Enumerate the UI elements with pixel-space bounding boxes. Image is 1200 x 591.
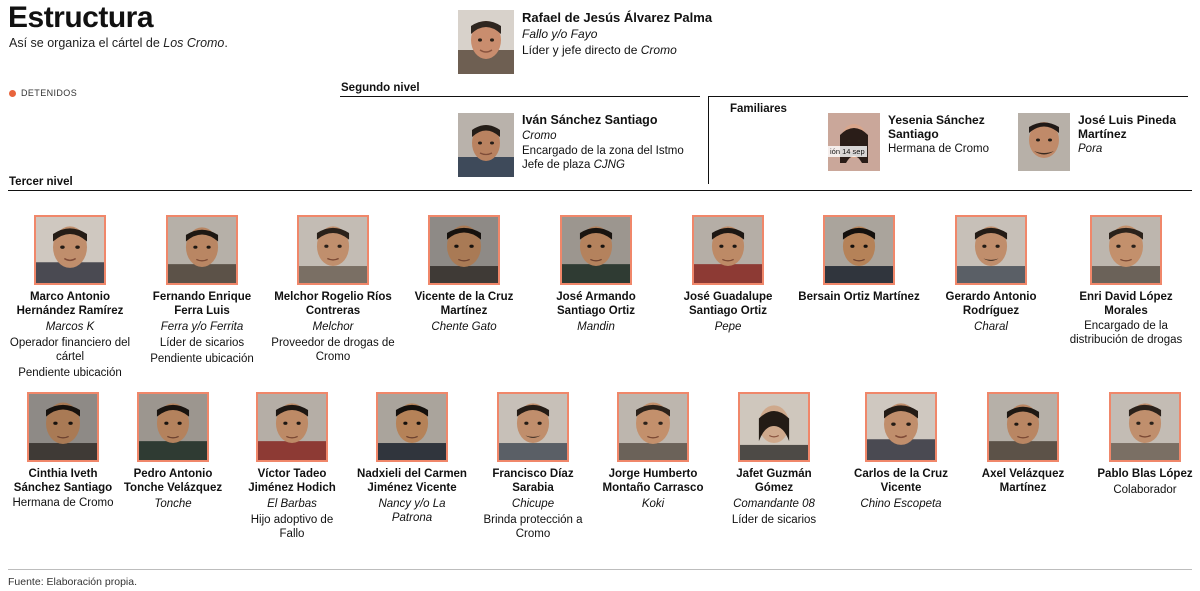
person-alias: Marcos K <box>45 321 95 334</box>
person-name: José Guadalupe Santiago Ortiz <box>683 291 773 317</box>
person-photo <box>560 215 632 285</box>
person-photo <box>955 215 1027 285</box>
portrait-illustration <box>458 113 514 177</box>
portrait-illustration <box>139 394 207 460</box>
familiar-text-1 <box>888 113 998 157</box>
person-photo <box>617 392 689 462</box>
subtitle-post: . <box>224 36 228 50</box>
second-level-rule <box>340 96 700 97</box>
person-alias: Mandin <box>577 321 615 334</box>
person-name: Gerardo Antonio Rodríguez <box>945 291 1037 317</box>
portrait-illustration <box>828 113 880 171</box>
legend-label: DETENIDOS <box>21 88 78 98</box>
person-name: Jafet Guzmán Gómez <box>736 468 812 494</box>
person-alias: El Barbas <box>267 498 317 511</box>
leader-role <box>522 43 788 57</box>
person-role: Líder de sicarios <box>731 513 817 526</box>
person-role: Pendiente ubicación <box>18 366 122 379</box>
person-name: Francisco Díaz Sarabia <box>492 468 574 494</box>
person-card <box>118 392 228 512</box>
portrait-illustration <box>562 217 630 283</box>
portrait-illustration <box>29 394 97 460</box>
person-role: Colaborador <box>1113 483 1177 496</box>
portrait-illustration <box>299 217 367 283</box>
person-alias: Chino Escopeta <box>860 498 942 511</box>
person-role: Operador financiero del cártel <box>9 336 131 363</box>
leader-card <box>458 10 788 74</box>
person-name: Pedro Antonio Tonche Velázquez <box>123 468 223 494</box>
person-name: Carlos de la Cruz Vicente <box>854 468 948 494</box>
person-card <box>357 392 467 526</box>
familiares-divider <box>708 96 709 184</box>
leader-text <box>522 10 788 57</box>
familiares-label: Familiares <box>730 103 787 115</box>
person-name: Víctor Tadeo Jiménez Hodich <box>248 468 336 494</box>
portrait-illustration <box>458 10 514 74</box>
person-alias: Chente Gato <box>431 321 497 334</box>
person-photo <box>1109 392 1181 462</box>
subtitle-pre: Así se organiza el cártel de <box>9 36 164 50</box>
person-card <box>666 215 790 335</box>
familiar-name-2: José Luis Pineda Martínez <box>1078 113 1177 142</box>
portrait-illustration <box>825 217 893 283</box>
second-level-role-1: Encargado de la zona del Istmo <box>522 144 684 157</box>
page-title: Estructura <box>8 1 154 34</box>
person-card <box>8 215 132 380</box>
person-photo <box>823 215 895 285</box>
person-photo <box>987 392 1059 462</box>
portrait-illustration <box>619 394 687 460</box>
familiar-name-1: Yesenia Sánchez Santiago <box>888 113 985 142</box>
person-alias: Nancy y/o La Patrona <box>378 498 446 524</box>
person-card <box>598 392 708 512</box>
person-alias: Comandante 08 <box>733 498 815 511</box>
person-photo <box>692 215 764 285</box>
second-level-role-2 <box>522 159 708 173</box>
portrait-illustration <box>168 217 236 283</box>
person-card <box>140 215 264 367</box>
footer-divider <box>8 569 1192 570</box>
person-alias: Tonche <box>154 498 192 511</box>
familiar-alias-2: Pora <box>1078 143 1103 156</box>
second-level-card <box>458 113 708 177</box>
familiar-photo-1 <box>828 113 880 171</box>
person-role: Pendiente ubicación <box>150 352 254 365</box>
second-level-label: Segundo nivel <box>341 82 428 94</box>
person-card <box>8 392 118 511</box>
person-card <box>797 215 921 305</box>
person-card <box>1090 392 1200 497</box>
person-role: Brinda protección a Cromo <box>483 513 583 540</box>
leader-role-cartel: Cromo <box>640 42 677 57</box>
person-card <box>402 215 526 335</box>
person-name: Vicente de la Cruz Martínez <box>414 291 514 317</box>
portrait-illustration <box>499 394 567 460</box>
person-name: Pablo Blas López <box>1097 468 1193 480</box>
leader-photo <box>458 10 514 74</box>
leader-role-text: Líder y jefe directo de <box>522 42 641 57</box>
person-card <box>534 215 658 335</box>
second-level-photo <box>458 113 514 177</box>
person-role: Hermana de Cromo <box>12 497 114 510</box>
person-photo <box>297 215 369 285</box>
familiar-photo-2 <box>1018 113 1070 171</box>
person-card <box>237 392 347 542</box>
person-card <box>478 392 588 542</box>
person-role: Encargado de la distribución de drogas <box>1069 320 1183 346</box>
portrait-illustration <box>1111 394 1179 460</box>
familiar-card-2 <box>1018 113 1188 171</box>
portrait-illustration <box>867 394 935 460</box>
person-name: Fernando Enrique Ferra Luis <box>152 291 252 317</box>
person-photo <box>376 392 448 462</box>
person-photo <box>256 392 328 462</box>
second-level-role-2-text: Jefe de plaza <box>522 159 594 172</box>
leader-alias: Fallo y/o Fayo <box>522 27 598 42</box>
subtitle-cartel-name: Los Cromo <box>163 36 225 50</box>
person-photo <box>137 392 209 462</box>
person-photo <box>1090 215 1162 285</box>
person-photo <box>27 392 99 462</box>
person-card <box>846 392 956 512</box>
source-note: Fuente: Elaboración propia. <box>8 576 137 588</box>
person-name: Bersain Ortiz Martínez <box>798 291 920 303</box>
leader-name: Rafael de Jesús Álvarez Palma <box>522 10 713 25</box>
person-card <box>1064 215 1188 348</box>
person-photo <box>428 215 500 285</box>
portrait-illustration <box>1018 113 1070 171</box>
portrait-illustration <box>1092 217 1160 283</box>
portrait-illustration <box>36 217 104 283</box>
person-alias: Pepe <box>714 321 742 334</box>
person-photo <box>738 392 810 462</box>
second-level-alias: Cromo <box>522 129 557 142</box>
person-alias: Koki <box>641 498 665 511</box>
familiar-photo-overlay-1: ión 14 sep <box>830 147 865 156</box>
page-subtitle <box>9 36 228 50</box>
person-alias: Chicupe <box>511 498 555 511</box>
person-name: Enri David López Morales <box>1079 291 1173 317</box>
person-photo <box>34 215 106 285</box>
person-name: Nadxieli del Carmen Jiménez Vicente <box>357 468 467 494</box>
person-alias: Ferra y/o Ferrita <box>160 321 244 334</box>
familiar-role-1: Hermana de Cromo <box>888 143 989 156</box>
portrait-illustration <box>258 394 326 460</box>
person-name: Jorge Humberto Montaño Carrasco <box>602 468 704 494</box>
portrait-illustration <box>957 217 1025 283</box>
person-role: Líder de sicarios <box>159 336 245 349</box>
person-card <box>271 215 395 365</box>
person-role: Proveedor de drogas de Cromo <box>271 336 395 363</box>
person-role: Hijo adoptivo de Fallo <box>250 513 334 540</box>
second-level-role-2-org: CJNG <box>593 159 625 172</box>
third-level-label: Tercer nivel <box>9 176 81 188</box>
person-name: Axel Velázquez Martínez <box>981 468 1065 494</box>
person-card <box>968 392 1078 495</box>
portrait-illustration <box>378 394 446 460</box>
portrait-illustration <box>430 217 498 283</box>
person-name: Cinthia Iveth Sánchez Santiago <box>13 468 113 494</box>
second-level-name: Iván Sánchez Santiago <box>522 113 658 127</box>
familiares-rule <box>708 96 1188 97</box>
person-name: Melchor Rogelio Ríos Contreras <box>274 291 392 317</box>
familiar-text-2 <box>1078 113 1188 157</box>
second-level-text <box>522 113 708 173</box>
person-alias: Charal <box>974 321 1008 334</box>
person-alias: Melchor <box>312 321 354 334</box>
familiar-card-1 <box>828 113 998 171</box>
legend <box>9 88 77 98</box>
person-photo <box>865 392 937 462</box>
portrait-illustration <box>989 394 1057 460</box>
person-name: Marco Antonio Hernández Ramírez <box>16 291 124 317</box>
person-photo <box>497 392 569 462</box>
person-photo <box>166 215 238 285</box>
third-level-rule <box>8 190 1192 191</box>
portrait-illustration <box>740 394 808 460</box>
portrait-illustration <box>694 217 762 283</box>
person-name: José Armando Santiago Ortiz <box>556 291 636 317</box>
detained-dot-icon <box>9 90 16 97</box>
person-card <box>929 215 1053 335</box>
person-card <box>719 392 829 528</box>
